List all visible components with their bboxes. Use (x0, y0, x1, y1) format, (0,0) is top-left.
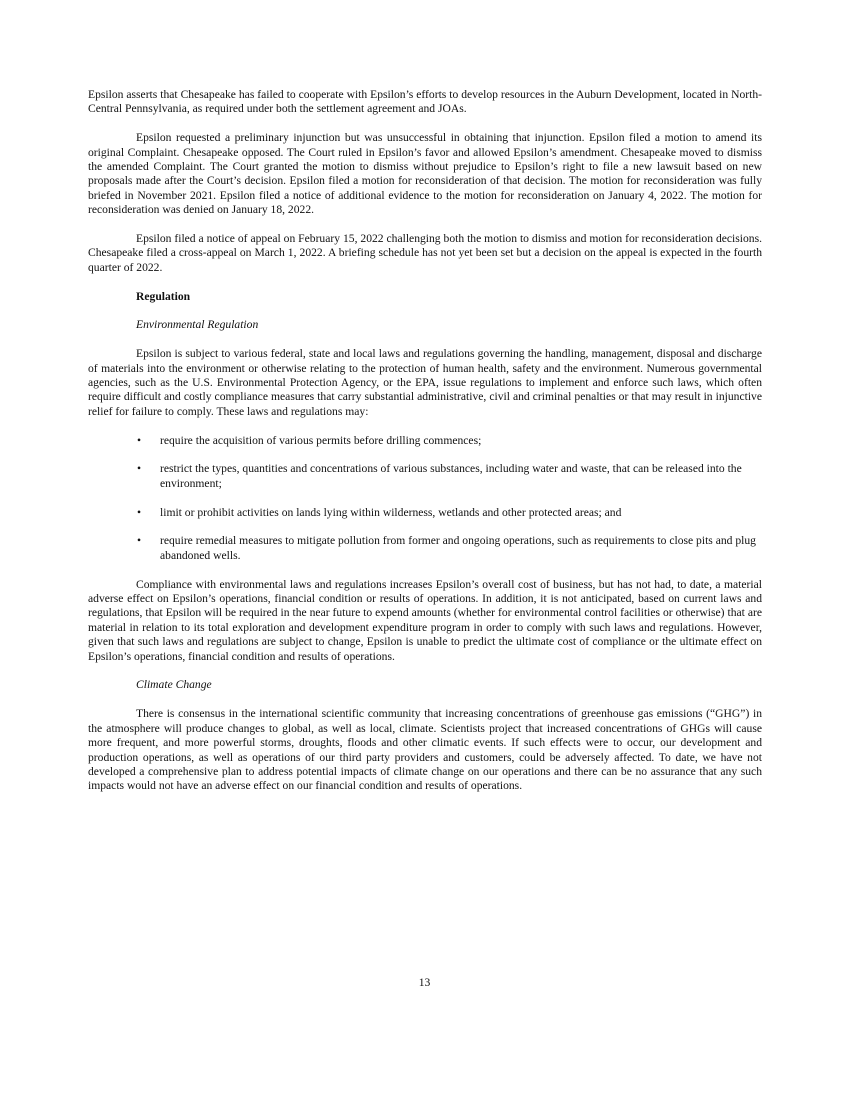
bullet-icon: • (137, 534, 142, 548)
intro-paragraph: Epsilon asserts that Chesapeake has failed to cooperate with Epsilon’s efforts to develop resources in the Auburn Development, located in North-Central Pennsylvania, as required under both the settlement agreement and JOAs. (88, 88, 762, 116)
regulation-bullet-list (88, 434, 762, 564)
bullet-icon: • (137, 505, 142, 519)
bullet-icon: • (137, 462, 142, 476)
climate-change-subheading: Climate Change (136, 678, 212, 692)
list-item-text: require the acquisition of various permits before drilling commences; (160, 433, 482, 447)
compliance-paragraph: Compliance with environmental laws and regulations increases Epsilon’s overall cost of business, but has not had, to date, a material adverse effect on Epsilon’s operations, financial condition or results of operations. In addition, it is not anticipated, based on current laws and regulations, that Epsilon will be required in the near future to expend amounts (whether for environmental control facilities or otherwise) that are material in relation to its total exploration and development expenditure program in order to comply with such laws and regulations. However, given that such laws and regulations are subject to change, Epsilon is unable to predict the ultimate cost of compliance or the ultimate effect on Epsilon’s operations, financial condition and results of operations. (88, 577, 762, 663)
list-item (88, 506, 762, 520)
environmental-intro-paragraph: Epsilon is subject to various federal, state and local laws and regulations governing the handling, management, disposal and discharge of materials into the environment or otherwise relating to the protection of human health, safety and the environment. Numerous governmental agencies, such as the U.S. Environmental Protection Agency, or the EPA, issue regulations to implement and enforce such laws, which often require difficult and costly compliance measures that carry substantial administrative, civil and criminal penalties or that may result in injunctive relief for failure to comply. These laws and regulations may: (88, 347, 762, 418)
injunction-paragraph: Epsilon requested a preliminary injunction but was unsuccessful in obtaining that injunction. Epsilon filed a motion to amend its original Complaint. Chesapeake opposed. The Court ruled in Epsilon’s favor and allowed Epsilon’s amendment. Chesapeake moved to dismiss the amended Complaint. The Court granted the motion to dismiss without prejudice to Epsilon’s right to file a new lawsuit based on new proposals made after the Court’s decision. Epsilon filed a motion for reconsideration of that decision. The motion for reconsideration was fully briefed in November 2021. Epsilon filed a notice of additional evidence to the motion for reconsideration on January 4, 2022. The motion for reconsideration was denied on January 18, 2022. (88, 131, 762, 217)
list-item-text: require remedial measures to mitigate pollution from former and ongoing operations, such as requirements to close pits and plug abandoned wells. (160, 534, 756, 562)
environmental-regulation-subheading: Environmental Regulation (136, 318, 259, 332)
appeal-paragraph: Epsilon filed a notice of appeal on February 15, 2022 challenging both the motion to dismiss and motion for reconsideration decisions. Chesapeake filed a cross-appeal on March 1, 2022. A briefing schedule has not yet been set but a decision on the appeal is expected in the fourth quarter of 2022. (88, 232, 762, 274)
bullet-icon: • (137, 433, 142, 447)
climate-change-paragraph: There is consensus in the international scientific community that increasing concentrations of greenhouse gas emissions (“GHG”) in the atmosphere will produce changes to global, as well as local, climate. Scientists project that increased concentrations of GHGs will cause more frequent, and more powerful storms, droughts, floods and other climatic events. If such effects were to occur, our development and production operations, as well as operations of our third party providers and customers, could be adversely affected. To date, we have not developed a comprehensive plan to address potential impacts of climate change on our operations and there can be no assurance that any such impacts would not have an adverse effect on our financial condition and results of operations. (88, 707, 762, 793)
page-number: 13 (418, 976, 431, 989)
list-item (88, 534, 762, 563)
list-item (88, 462, 762, 491)
list-item-text: restrict the types, quantities and concentrations of various substances, including water and waste, that can be released into the environment; (160, 462, 742, 490)
regulation-heading: Regulation (136, 289, 191, 303)
list-item (88, 434, 762, 448)
list-item-text: limit or prohibit activities on lands lying within wilderness, wetlands and other protected areas; and (160, 505, 622, 519)
document-page (88, 88, 762, 808)
